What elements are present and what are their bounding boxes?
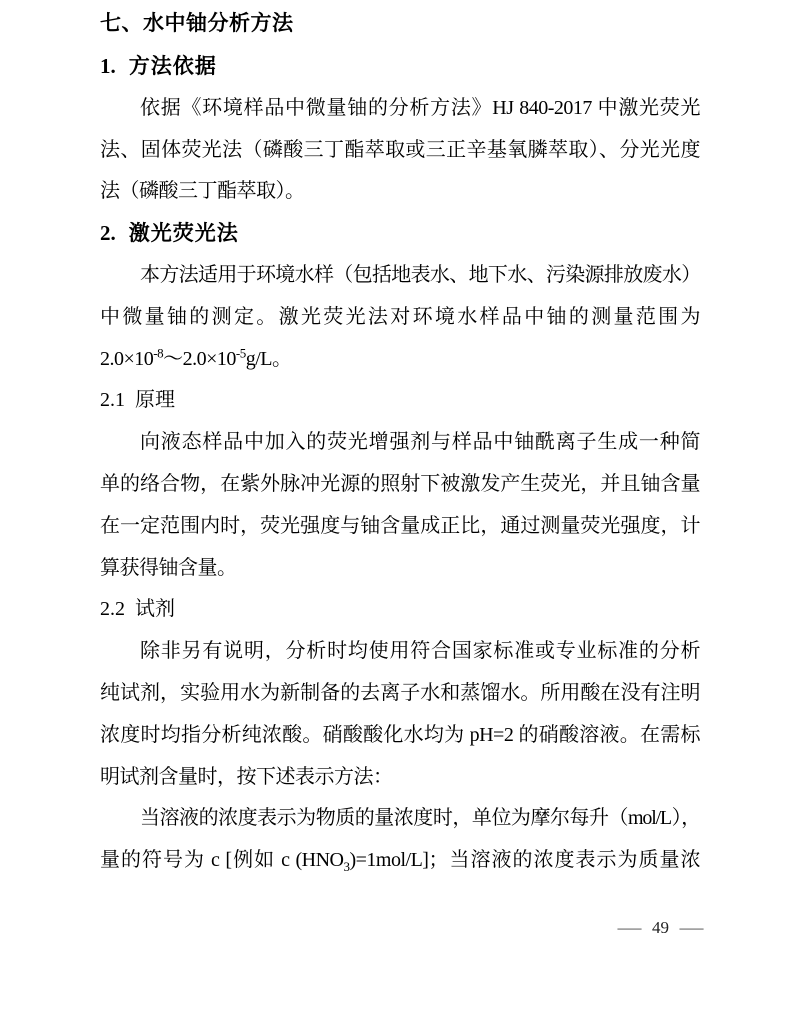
paragraph-line: 算获得铀含量。 [100,556,237,579]
paragraph-line: 当溶液的浓度表示为物质的量浓度时，单位为摩尔每升（mol/L）， [140,807,700,830]
section-2-2-heading [100,589,700,631]
section-2-heading [100,213,700,255]
paragraph-line: 中微量铀的测定。激光荧光法对环境水样品中铀的测量范围为 [100,305,700,328]
section-2-1-heading [100,380,700,422]
section-2-1-title: 原理 [135,389,175,412]
section-1-number: 1. [100,54,116,78]
page-title: 七、水中铀分析方法 [100,12,294,35]
range-unit: g/L。 [245,347,292,370]
section-2-title: 激光荧光法 [128,222,239,246]
footer-page-number: 49 [652,918,669,937]
paragraph-line: 法（磷酸三丁酯萃取）。 [100,180,305,203]
footer-dash-left: — [617,918,642,937]
paragraph-line-with-formula [100,840,700,882]
chemical-subscript: 3 [343,859,350,875]
paragraph-line: 明试剂含量时，按下述表示方法： [100,765,393,788]
paragraph-line: 本方法适用于环境水样（包括地表水、地下水、污染源排放废水） [140,263,700,286]
section-2-1-number: 2.1 [100,389,125,412]
paragraph-line: 依据《环境样品中微量铀的分析方法》HJ 840-2017 中激光荧光 [140,96,700,119]
section-1-title: 方法依据 [128,55,217,78]
section-2-number: 2. [100,221,116,246]
range-middle: ～2.0×10 [163,347,236,370]
range-exponent-2: -5 [235,344,246,360]
section-2-2-number: 2.2 [100,598,125,621]
formula-post-text: )=1mol/L]；当溶液的浓度表示为质量浓 [349,849,700,872]
range-exponent-1: -8 [153,344,164,360]
paragraph-line: 浓度时均指分析纯浓酸。硝酸酸化水均为 pH=2 的硝酸溶液。在需标 [100,723,700,746]
paragraph-line: 法、固体荧光法（磷酸三丁酯萃取或三正辛基氧膦萃取）、分光光度 [100,138,700,161]
section-2-2-title: 试剂 [135,598,175,621]
footer-dash-right: — [679,918,704,937]
paragraph-line: 除非另有说明，分析时均使用符合国家标准或专业标准的分析 [140,640,700,663]
paragraph-line: 单的络合物，在紫外脉冲光源的照射下被激发产生荧光，并且铀含量 [100,472,700,495]
paragraph-line: 向液态样品中加入的荧光增强剂与样品中铀酰离子生成一种简 [140,431,700,454]
range-prefix: 2.0×10 [100,347,154,370]
page-footer [617,918,704,938]
measurement-range-line [100,339,700,381]
paragraph-line: 纯试剂，实验用水为新制备的去离子水和蒸馏水。所用酸在没有注明 [100,681,700,704]
paragraph-line: 在一定范围内时，荧光强度与铀含量成正比，通过测量荧光强度，计 [100,514,700,537]
section-1-heading [100,46,700,88]
formula-pre-text: 量的符号为 c [例如 c (HNO [100,849,344,872]
